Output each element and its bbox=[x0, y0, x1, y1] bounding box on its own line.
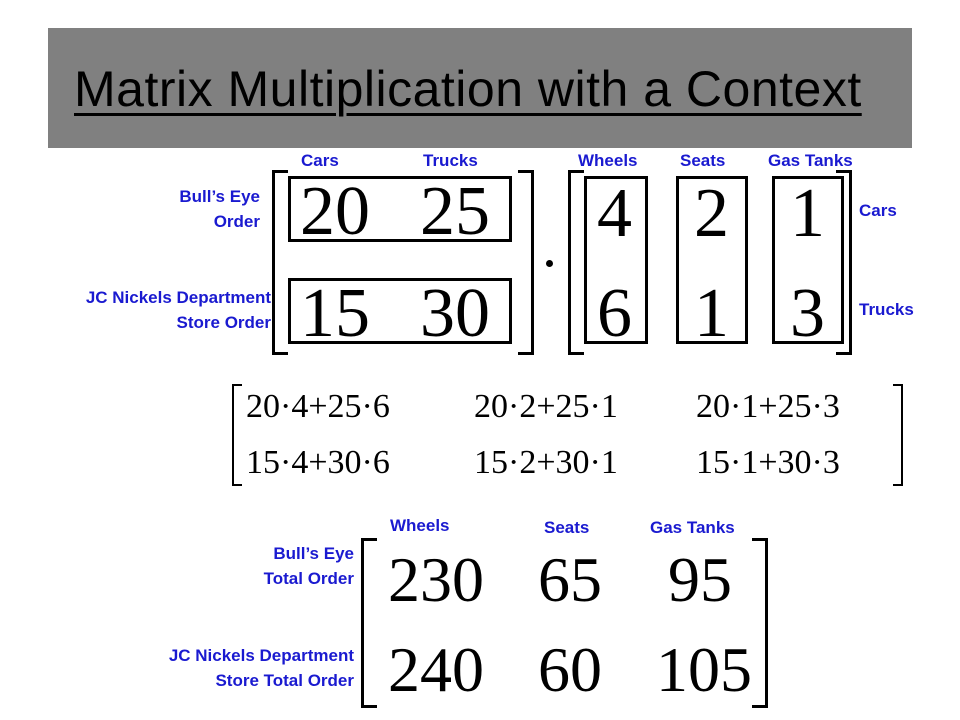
parts-col-label-wheels: Wheels bbox=[578, 151, 638, 170]
parts-cell-cars-wheels: 4 bbox=[597, 175, 632, 252]
result-row-label-bulls-eye bbox=[100, 541, 354, 591]
expression-cell-1-3: 20·1+25·3 bbox=[696, 388, 840, 425]
expression-cell-1-2: 20·2+25·1 bbox=[474, 388, 618, 425]
expression-matrix-right-bracket bbox=[893, 384, 903, 486]
parts-col-label-gas-tanks: Gas Tanks bbox=[768, 151, 853, 170]
order-cell-1-2: 25 bbox=[420, 173, 490, 250]
parts-cell-trucks-gas-tanks: 3 bbox=[790, 275, 825, 352]
result-row-label-bulls-eye-line2: Total Order bbox=[263, 569, 354, 588]
order-col-label-cars: Cars bbox=[301, 151, 339, 170]
result-row-label-bulls-eye-line1: Bull’s Eye bbox=[273, 544, 354, 563]
parts-cell-cars-seats: 2 bbox=[694, 175, 729, 252]
expression-cell-2-2: 15·2+30·1 bbox=[474, 444, 618, 481]
parts-row-label-cars: Cars bbox=[859, 201, 897, 220]
order-row-label-jc-nickels-line2: Store Order bbox=[176, 313, 271, 332]
multiplication-dot bbox=[546, 260, 553, 267]
parts-col-label-seats: Seats bbox=[680, 151, 726, 170]
order-cell-2-1: 15 bbox=[300, 275, 370, 352]
result-col-label-gas-tanks: Gas Tanks bbox=[650, 518, 735, 537]
expression-cell-2-1: 15·4+30·6 bbox=[246, 444, 390, 481]
result-row-label-jc-nickels-line1: JC Nickels Department bbox=[168, 646, 354, 665]
parts-cell-cars-gas-tanks: 1 bbox=[790, 175, 825, 252]
parts-matrix-left-bracket bbox=[568, 170, 584, 355]
order-matrix-left-bracket bbox=[272, 170, 288, 355]
result-cell-2-2: 60 bbox=[538, 634, 602, 705]
parts-cell-trucks-seats: 1 bbox=[694, 275, 729, 352]
order-row-label-bulls-eye-line1: Bull’s Eye bbox=[179, 187, 260, 206]
result-row-label-jc-nickels bbox=[60, 643, 354, 693]
result-cell-1-3: 95 bbox=[668, 544, 732, 615]
expression-matrix-left-bracket bbox=[232, 384, 242, 486]
order-row-label-jc-nickels-line1: JC Nickels Department bbox=[85, 288, 271, 307]
result-col-label-wheels: Wheels bbox=[390, 516, 450, 535]
result-cell-2-3: 105 bbox=[656, 634, 752, 705]
slide-title: Matrix Multiplication with a Context bbox=[74, 61, 862, 117]
order-cell-2-2: 30 bbox=[420, 275, 490, 352]
parts-row-label-trucks: Trucks bbox=[859, 300, 914, 319]
result-matrix-right-bracket bbox=[752, 538, 768, 708]
order-cell-1-1: 20 bbox=[300, 173, 370, 250]
result-cell-1-2: 65 bbox=[538, 544, 602, 615]
result-matrix-left-bracket bbox=[361, 538, 377, 708]
parts-cell-trucks-wheels: 6 bbox=[597, 275, 632, 352]
order-row-label-jc-nickels bbox=[0, 285, 271, 335]
order-matrix-right-bracket bbox=[518, 170, 534, 355]
order-col-label-trucks: Trucks bbox=[423, 151, 478, 170]
expression-cell-2-3: 15·1+30·3 bbox=[696, 444, 840, 481]
expression-cell-1-1: 20·4+25·6 bbox=[246, 388, 390, 425]
order-row-label-bulls-eye bbox=[60, 184, 260, 234]
result-cell-1-1: 230 bbox=[388, 544, 484, 615]
result-cell-2-1: 240 bbox=[388, 634, 484, 705]
result-row-label-jc-nickels-line2: Store Total Order bbox=[215, 671, 354, 690]
result-col-label-seats: Seats bbox=[544, 518, 590, 537]
order-row-label-bulls-eye-line2: Order bbox=[213, 212, 260, 231]
